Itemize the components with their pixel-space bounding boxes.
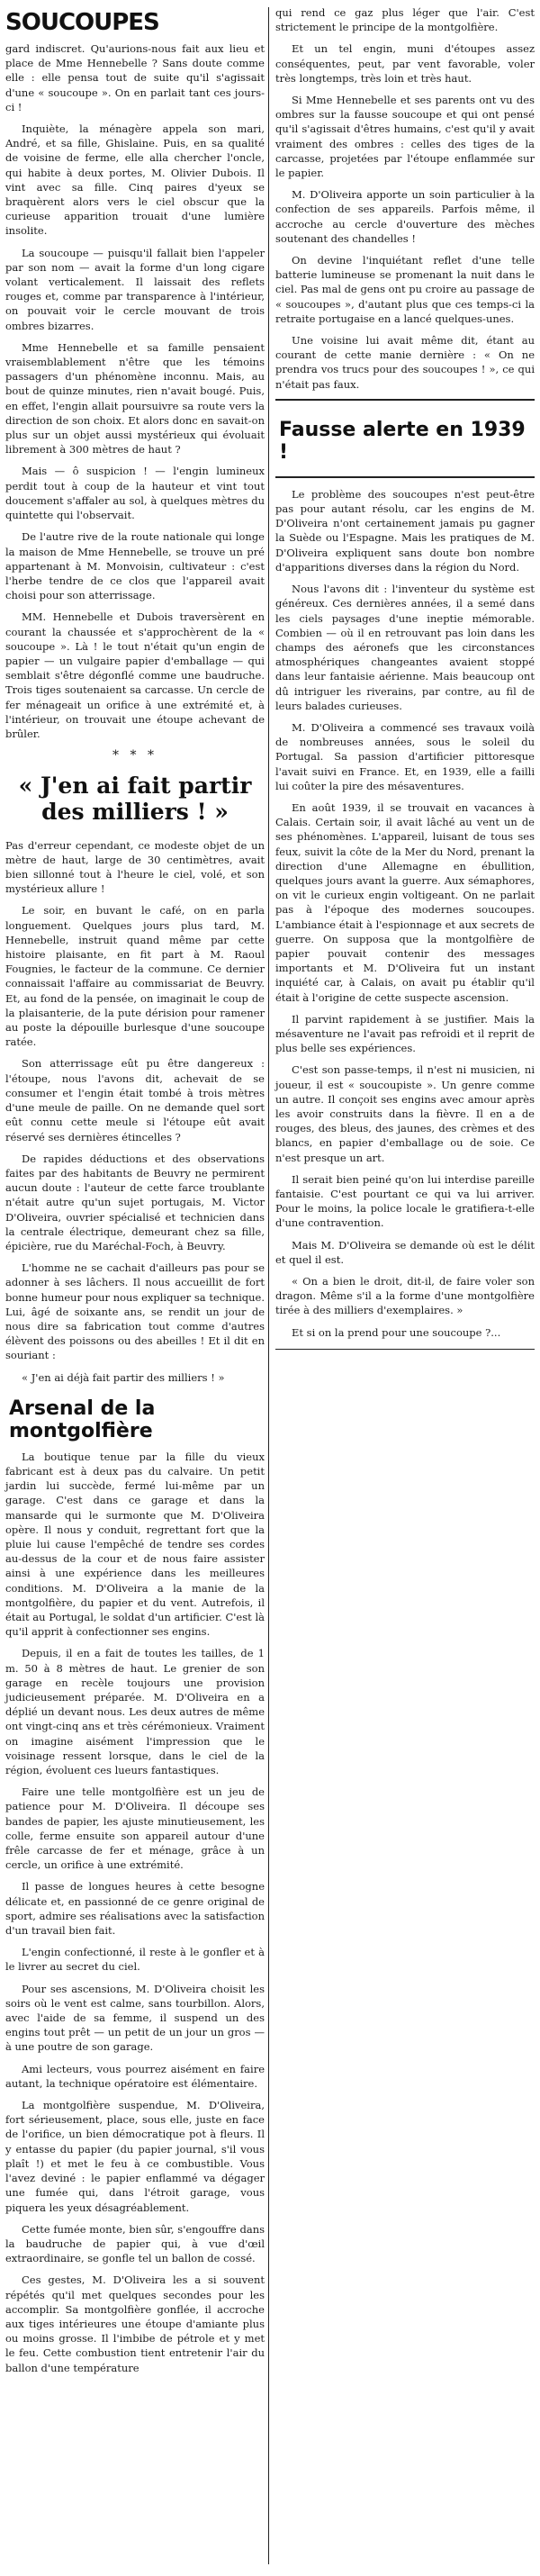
- paragraph: Faire une telle montgolfière est un jeu de patience pour M. D'Oliveira. Il découpe ses bandes de papier, les ajuste minutieusement, les colle, ferme ensuite son appareil autour d'une frêle carcasse de fer et ménage, grâce à un cercle, un orifice à une extrémité.: [5, 1785, 265, 1872]
- section-heading-fausse-alerte: Fausse alerte en 1939 !: [279, 418, 526, 464]
- right-paras-2: [275, 487, 535, 1340]
- paragraph: L'homme ne se cachait d'ailleurs pas pour se adonner à ses lâchers. Il nous accueillit de fort bonne humeur pour nous expliquer sa technique. Lui, âgé de soixante ans, se rendit un jour de nous dire sa fabrication tout comme d'autres élèvent des poissons ou des abeilles ! Et il dit en souriant :: [5, 1261, 265, 1362]
- paragraph: Depuis, il en a fait de toutes les tailles, de 1 m. 50 à 8 mètres de haut. Le grenier de son garage en recèle toujours une provision judicieusement préparée. M. D'Oliveira en a déplié un devant nous. Les deux autres de même ont vingt-cinq ans et très cérémonieux. Vraiment on imagine aisément l'impression que le voisinage ressent lorsque, dans le ciel de la région, évoluent ces lueurs fantastiques.: [5, 1647, 265, 1777]
- paragraph: Mais — ô suspicion ! — l'engin lumineux perdit tout à coup de la hauteur et vint tout doucement s'affaler au sol, à quelques mètres du quintette qui l'observait.: [5, 465, 265, 522]
- paragraph: « J'en ai déjà fait partir des milliers ! »: [22, 1370, 225, 1384]
- paragraph: Il serait bien peiné qu'on lui interdise pareille fantaisie. C'est pourtant ce qui va lui arriver. Pour le moins, la police locale le gratifiera-t-elle d'une contravention.: [275, 1172, 535, 1230]
- paragraph: La montgolfière suspendue, M. D'Oliveira, fort sérieusement, place, sous elle, juste en face de l'orifice, un bien démocratique pot à fleurs. Il y entasse du papier (du papier journal, s'il vous plaît !) et met le feu à ce combustible. Vous l'avez deviné : le papier enflammé va dégager une fumée qui, dans l'étroit garage, vous piquera les yeux désagréablement.: [5, 2099, 265, 2214]
- paragraph: C'est son passe-temps, il n'est ni musicien, ni joueur, il est « soucoupiste ». Un genre comme un autre. Il conçoit ses engins avec amour après les avoir construits dans la fièvre. Il en a de rouges, des bleus, des jaunes, des crèmes et des blancs, en papier d'emballage ou de soie. Ce n'est presque un art.: [275, 1063, 535, 1164]
- paragraph: En août 1939, il se trouvait en vacances à Calais. Certain soir, il avait lâché au vent un de ses phénomènes. L'appareil, luisant de tous ses feux, suivit la côte de la Mer du Nord, prenant la direction d'une Allemagne en ébullition, quelques jours avant la guerre. Aux sémaphores, on vit le curieux engin voltigeant. On ne parlait pas à l'époque des modernes soucoupes. L'ambiance était à l'espionnage et aux secrets de guerre. On supposa que la montgolfière de papier pouvait contenir des messages importants et M. D'Oliveira fut un instant inquiété car, à Calais, on avait pu établir qu'il était à l'origine de cette suspecte ascension.: [275, 800, 535, 1004]
- left-paras-2: [5, 838, 265, 1385]
- paragraph: Inquiète, la ménagère appela son mari, André, et sa fille, Ghislaine. Puis, en sa qualité de voisine de ferme, elle alla chercher l'oncle, qui habite à deux portes, M. Olivier Dubois. Il vint avec sa fille. Cinq paires d'yeux se braquèrent alors vers le ciel obscur que la curieuse apparition trouait d'une lumière insolite.: [5, 122, 265, 238]
- left-paras-1: [5, 41, 265, 741]
- paragraph: gard indiscret. Qu'aurions-nous fait aux lieu et place de Mme Hennebelle ? Sans doute comme elle : elle pensa tout de suite qu'il s'agissait d'une « soucoupe ». On en parlait tant ces jours-ci !: [5, 42, 265, 113]
- paragraph: Mme Hennebelle et sa famille pensaient vraisemblablement n'être que les témoins passagers d'un phénomène inconnu. Mais, au bout de quinze minutes, rien n'avait bougé. Puis, en effet, l'engin allait poursuivre sa route vers la direction de son choix. Et alors donc en savait-on plus sur un objet aussi mystérieux qui évoluait librement à 300 mètres de haut ?: [5, 340, 265, 456]
- paragraph: L'engin confectionné, il reste à le gonfler et à le livrer au secret du ciel.: [5, 1946, 265, 1974]
- separator-stars: * * *: [112, 748, 158, 764]
- paragraph: « On a bien le droit, dit-il, de faire voler son dragon. Même s'il a la forme d'une montgolfière tirée à des milliers d'exemplaires. »: [275, 1275, 535, 1317]
- paragraph: Il passe de longues heures à cette besogne délicate et, en passionné de ce genre original de sport, admire ses réalisations avec la satisfaction d'un travail bien fait.: [5, 1880, 265, 1938]
- paragraph: La soucoupe — puisqu'il fallait bien l'appeler par son nom — avait la forme d'un long cigare volant verticalement. Il laissait des reflets rouges et, comme par transparence à l'intérieur, on pouvait voir le cercle mouvant de trois ombres bizarres.: [5, 246, 265, 332]
- paragraph: On devine l'inquiétant reflet d'une telle batterie lumineuse se promenant la nuit dans le ciel. Pas mal de gens ont pu croire au passage de « soucoupes », d'autant plus que ces temps-ci la retraite portugaise en a lancé quelques-unes.: [275, 254, 535, 325]
- paragraph: Une voisine lui avait même dit, étant au courant de cette manie dernière : « On ne prendra vos trucs pour des soucoupes ! », ce qui n'était pas faux.: [275, 334, 535, 391]
- paragraph: Si Mme Hennebelle et ses parents ont vu des ombres sur la fausse soucoupe et qui ont pensé qu'il s'agissait d'êtres humains, c'est qu'il y avait vraiment des ombres : celles des tiges de la carcasse, projetées par l'étoupe enflammée sur le papier.: [275, 94, 535, 180]
- article-title: SOUCOUPES: [5, 9, 159, 36]
- left-column: [5, 0, 265, 2382]
- right-column: [275, 0, 535, 1359]
- paragraph: qui rend ce gaz plus léger que l'air. C'est strictement le principe de la montgolfière.: [275, 6, 535, 34]
- paragraph: De l'autre rive de la route nationale qui longe la maison de Mme Hennebelle, se trouve un pré appartenant à M. Monvoisin, cultivateur : c'est l'herbe tendre de ce clos que l'appareil avait choisi pour son atterrissage.: [5, 530, 265, 602]
- paragraph: Il parvint rapidement à se justifier. Mais la mésaventure ne l'avait pas refroidi et il reprit de plus belle ses expériences.: [275, 1012, 535, 1055]
- paragraph: Et un tel engin, muni d'étoupes assez conséquentes, peut, par vent favorable, voler très longtemps, très loin et très haut.: [275, 42, 535, 85]
- paragraph: Ami lecteurs, vous pourrez aisément en faire autant, la technique opératoire est élémentaire.: [5, 2062, 265, 2090]
- paragraph: M. D'Oliveira apporte un soin particulier à la confection de ses appareils. Parfois même, il accroche au cercle d'ouverture des mèches soutenant des chandelles !: [275, 188, 535, 245]
- paragraph: Nous l'avons dit : l'inventeur du système est généreux. Ces dernières années, il a semé dans les ciels paysages d'une ineptie mémorable. Combien — où il en retrouvant pas loin dans les champs des aéronefs que les circonstances atmosphériques changeantes avaient stoppé dans leur fantaisie aérienne. Mais beaucoup ont dû intriguer les riverains, par contre, au fil de leurs balades curieuses.: [275, 583, 535, 712]
- paragraph: Pour ses ascensions, M. D'Oliveira choisit les soirs où le vent est calme, sans tourbillon. Alors, avec l'aide de sa femme, il suspend un des engins tout prêt — un petit de un jour un gros — à une poutre de son garage.: [5, 1982, 265, 2054]
- column-divider: [268, 7, 269, 2564]
- paragraph: Pas d'erreur cependant, ce modeste objet de un mètre de haut, large de 30 centimètres, avait bien sillonné tout à l'heure le ciel, volé, et son mystérieux allure !: [5, 838, 265, 896]
- paragraph: Ces gestes, M. D'Oliveira les a si souvent répétés qu'il met quelques secondes pour les accomplir. Sa montgolfière gonflée, il accroche aux tiges intérieures une étoupe d'amiante plus ou moins grosse. Il l'imbibe de pétrole et y met le feu. Cette combustion tient entretenir l'air du ballon d'une température: [5, 2273, 265, 2374]
- paragraph: Son atterrissage eût pu être dangereux : l'étoupe, nous l'avons dit, achevait de se consumer et l'engin était tombé à trois mètres d'une meule de paille. On ne demande quel sort eût connu cette meule si l'étoupe eût avait réservé ses dernières étincelles ?: [5, 1057, 265, 1143]
- paragraph: Mais M. D'Oliveira se demande où est le délit et quel il est.: [275, 1238, 535, 1266]
- paragraph: MM. Hennebelle et Dubois traversèrent en courant la chaussée et s'approchèrent de la « soucoupe ». Là ! le tout n'était qu'un engin de papier — un vulgaire papier d'emballage — qui semblait s'être dégonflé comme une baudruche. Trois tiges soutenaient sa carcasse. Un cercle de fer ménageait un orifice à une extrémité et, à l'intérieur, on trouvait une étoupe achevant de brûler.: [5, 610, 265, 740]
- right-paras-1: [275, 5, 535, 392]
- subheading-quote: « J'en ai fait partir des milliers ! »: [18, 773, 252, 825]
- paragraph: Et si on la prend pour une soucoupe ?...: [292, 1325, 501, 1339]
- section-box: [275, 399, 535, 478]
- paragraph: M. D'Oliveira a commencé ses travaux voilà de nombreuses années, sous le soleil du Portugal. Sa passion d'artificier pittoresque l'avait suivi en France. Et, en 1939, elle a failli lui coûter la pire des mésaventures.: [275, 720, 535, 792]
- paragraph: Cette fumée monte, bien sûr, s'engouffre dans la baudruche de papier qui, à vue d'œil extraordinaire, se gonfle tel un ballon de cossé.: [5, 2222, 265, 2265]
- paragraph: Le problème des soucoupes n'est peut-être pas pour autant résolu, car les engins de M. D'Oliveira n'ont certainement jamais pu gagner la Suède ou l'Espagne. Mais les pratiques de M. D'Oliveira expliquent sans doute bon nombre d'apparitions diverses dans la région du Nord.: [275, 487, 535, 574]
- end-rule: [275, 1349, 535, 1350]
- paragraph: De rapides déductions et des observations faites par des habitants de Beuvry ne permirent aucun doute : l'auteur de cette farce troublante n'était autre qu'un sujet portugais, M. Victor D'Oliveira, ouvrier spécialisé et technicien dans la centrale électrique, demeurant chez sa fille, épicière, rue du Maréchal-Foch, à Beuvry.: [5, 1152, 265, 1252]
- paragraph: Le soir, en buvant le café, on en parla longuement. Quelques jours plus tard, M. Hennebelle, instruit quand même par cette histoire plaisante, en fit part à M. Raoul Fougnies, le facteur de la commune. Ce dernier connaissait l'affaire au commissariat de Beuvry. Et, au fond de la pensée, on imaginait le coup de la plaisanterie, de la pute dérision pour ramener au poste la dépouille burlesque d'une soucoupe ratée.: [5, 904, 265, 1049]
- paragraph: La boutique tenue par la fille du vieux fabricant est à deux pas du calvaire. Un petit jardin lui succède, fermé lui-même par un garage. C'est dans ce garage et dans la mansarde qui le surmonte que M. D'Oliveira opère. Il nous y conduit, regrettant fort que la pluie lui cause l'empêché de tendre ses cordes au-dessus de la cour et de nous faire assister ainsi à une expérience dans les meilleures conditions. M. D'Oliveira a la manie de la montgolfière, du papier et du vent. Autrefois, il était au Portugal, le soldat d'un artificier. C'est là qu'il apprit à confectionner ses engins.: [5, 1450, 265, 1639]
- left-paras-3: [5, 1450, 265, 2375]
- section-heading-arsenal: Arsenal de la montgolfière: [9, 1396, 156, 1442]
